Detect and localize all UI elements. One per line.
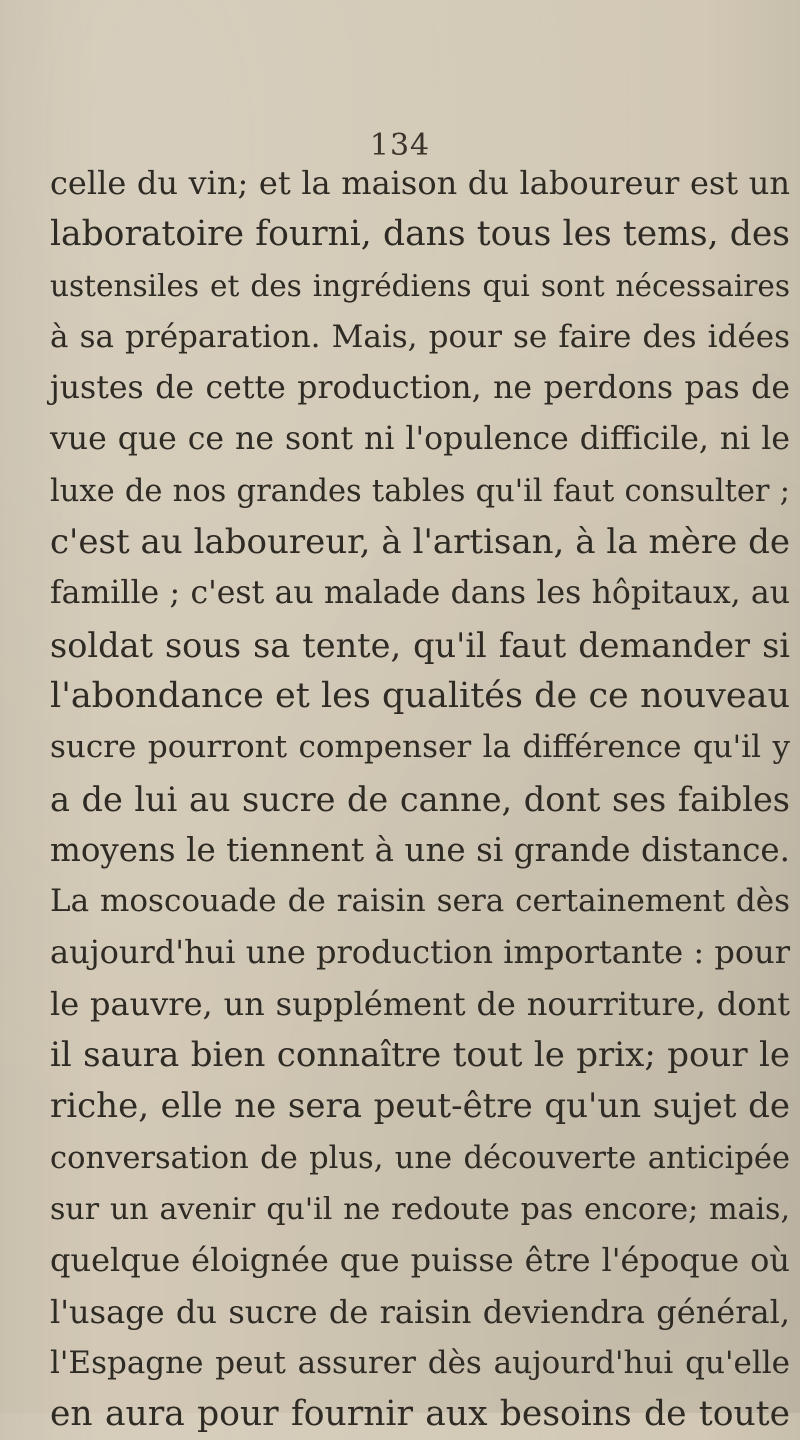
text-line: l'Espagne peut assurer dès aujourd'hui qu'elle <box>50 1344 790 1381</box>
text-line: l'usage du sucre de raisin deviendra général, <box>50 1292 790 1331</box>
text-line: ustensiles et des ingrédiens qui sont nécessaires <box>50 268 790 303</box>
text-line: celle du vin; et la maison du laboureur est un <box>50 164 790 202</box>
text-line: justes de cette production, ne perdons pas de <box>50 370 790 407</box>
text-line: soldat sous sa tente, qu'il faut demander si <box>50 625 790 665</box>
text-line: aujourd'hui une production importante : pour <box>50 933 790 972</box>
text-line: à sa préparation. Mais, pour se faire des idées <box>50 318 790 355</box>
body-text <box>50 158 790 1440</box>
text-line: l'abondance et les qualités de ce nouveau <box>50 675 790 716</box>
text-line: sucre pourront compenser la différence qu'il y <box>50 729 790 766</box>
text-line: laboratoire fourni, dans tous les tems, des <box>50 214 790 255</box>
page-number: 134 <box>369 128 431 163</box>
text-line: le pauvre, un supplément de nourriture, dont <box>50 984 790 1023</box>
text-line: moyens le tiennent à une si grande distance. <box>50 830 790 869</box>
text-line: La moscouade de raisin sera certainement dès <box>50 883 790 920</box>
text-line: luxe de nos grandes tables qu'il faut consulter ; <box>50 473 790 509</box>
text-line: vue que ce ne sont ni l'opulence difficile, ni le <box>50 421 790 458</box>
text-line: quelque éloignée que puisse être l'époque où <box>50 1241 790 1280</box>
text-line: conversation de plus, une découverte anticipée <box>50 1140 790 1176</box>
text-line: sur un avenir qu'il ne redoute pas encore; mais, <box>50 1191 790 1227</box>
text-line: il saura bien connaître tout le prix; pour le <box>50 1035 790 1076</box>
text-line: famille ; c'est au malade dans les hôpitaux, au <box>50 575 790 612</box>
text-line: a de lui au sucre de canne, dont ses faibles <box>50 779 790 819</box>
text-line: riche, elle ne sera peut-être qu'un sujet de <box>50 1086 790 1127</box>
text-line: c'est au laboureur, à l'artisan, à la mère de <box>50 522 790 563</box>
text-line: en aura pour fournir aux besoins de toute <box>50 1394 790 1435</box>
